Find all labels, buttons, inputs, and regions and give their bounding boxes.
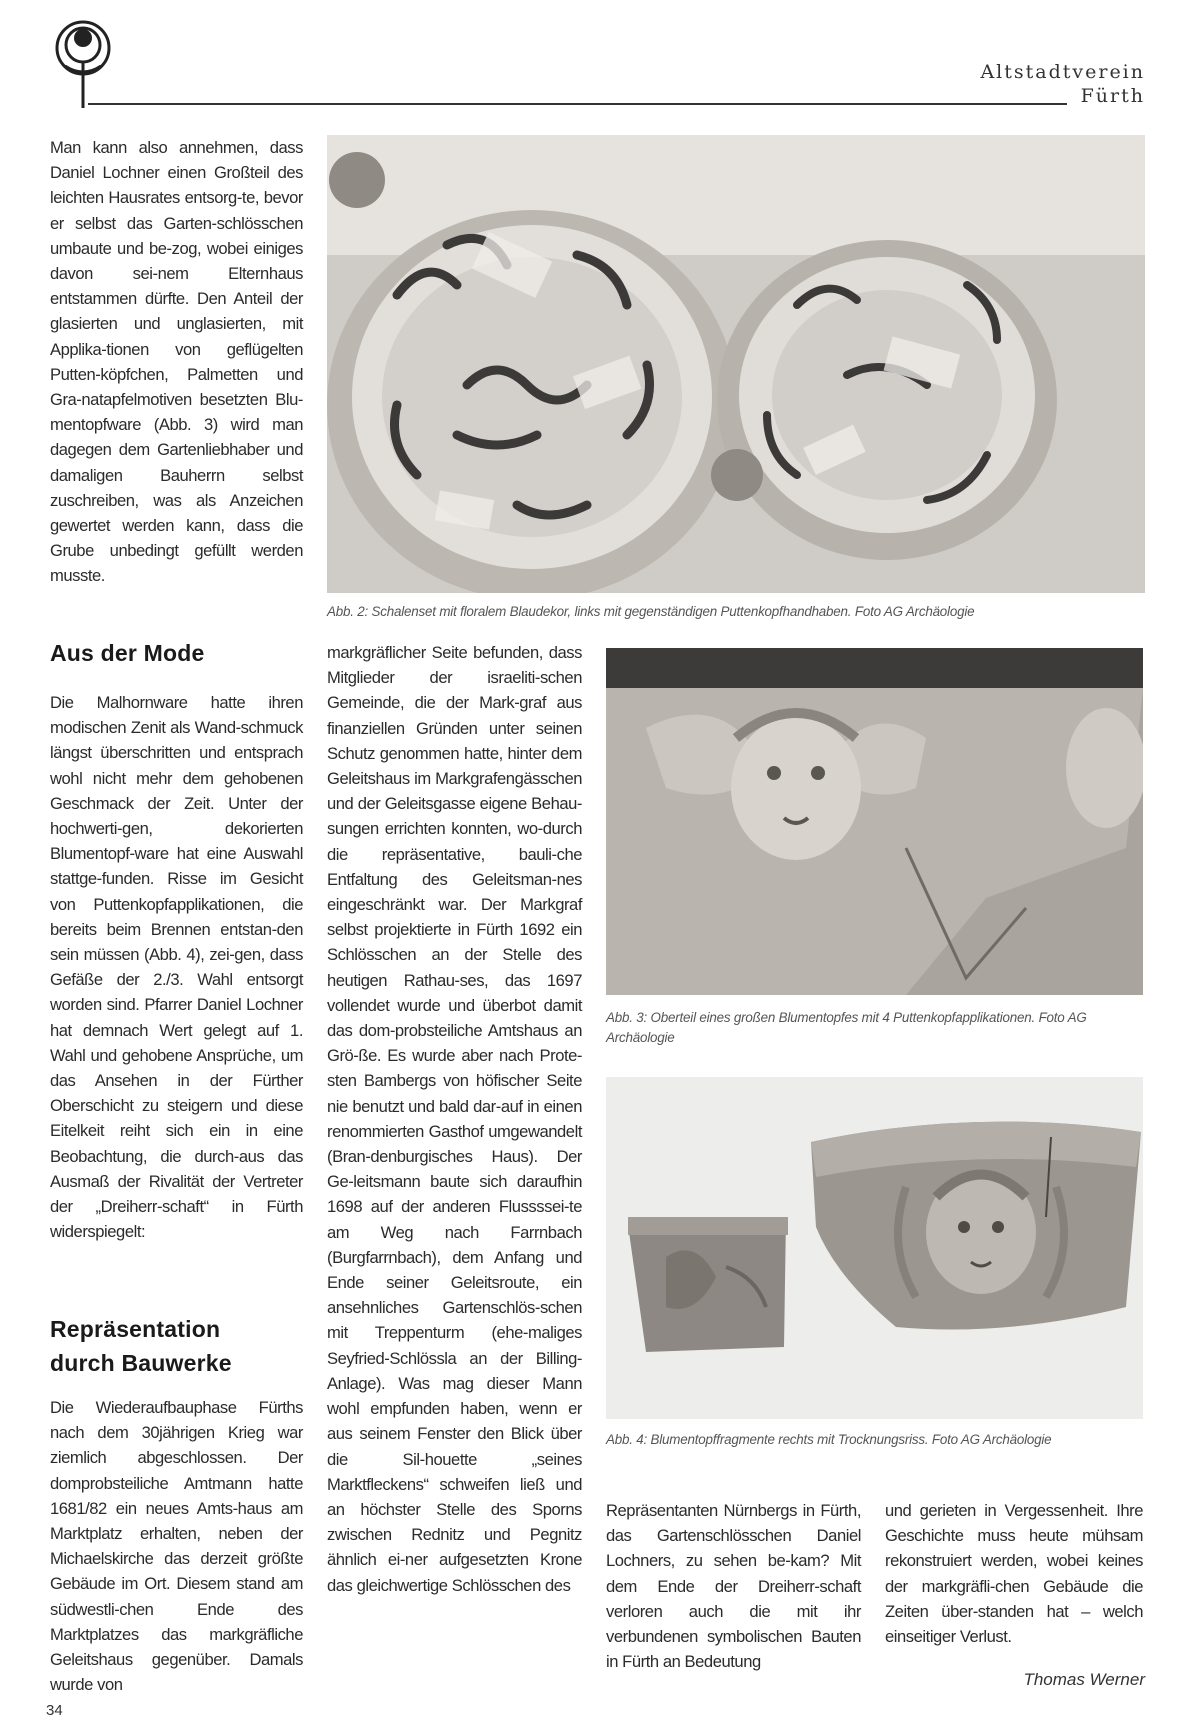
heading-line-2: durch Bauwerke xyxy=(50,1350,232,1376)
section-2-text-col4: und gerieten in Vergessenheit. Ihre Geschichte muss heute mühsam rekonstruiert werden, wobei keines der markgräfli-chen Gebäude die Zeiten über-standen hat – welch einseitiger Verlust. xyxy=(885,1501,1143,1647)
heading-repraesentation xyxy=(50,1312,310,1380)
figure-3-caption: Abb. 3: Oberteil eines großen Blumentopfes mit 4 Puttenkopfapplikationen. Foto AG Archäologie xyxy=(606,1010,1087,1045)
brand-line-1: Altstadtverein xyxy=(980,61,1145,83)
intro-paragraph xyxy=(50,135,303,589)
section-2-text-col2: markgräflicher Seite befunden, dass Mitglieder der israeliti-schen Gemeinde, die der Mark-graf aus finanziellen Gründen unter seinen Schutz genommen hatte, hinter dem Geleitshaus im Markgrafengässchen und der Geleitsgasse eigene Behau-sungen errichten konnten, wo-durch die repräsentative, bauli-che Entfaltung des Geleitsman-nes eingeschränkt war. Der Markgraf selbst projektierte in Fürth 1692 ein Schlösschen an der Stelle des heutigen Rathau-ses, das 1697 vollendet wurde und überbot damit das dom-probsteiliche Amtshaus an Grö-ße. Es wurde aber nach Prote-sten Bambergs von höfischer Seite nie benutzt und bald dar-auf in einen renommierten Gasthof umgewandelt (Bran-denburgisches Haus). Der Ge-leitsmann baute sich daraufhin 1698 auf der anderen Flussssei-te am Weg nach Farrnbach (Burgfarrnbach), dem Anfang und Ende seiner Geleitsroute, ein ansehnliches Gartenschlös-schen mit Treppenturm (ehe-maliges Seyfried-Schlössla an der Billing-Anlage). Was mag dieser Mann wohl empfunden haben, wenn er aus seinem Fenster den Blick über die Sil-houette „seines Marktfleckens“ schweifen ließ und an höchster Stelle des Sporns zwischen Rednitz und Pegnitz ähnlich ei-ner aufgesetzten Krone das gleichwertige Schlösschen des xyxy=(327,643,582,1595)
section-2-text-col3: Repräsentanten Nürnbergs in Fürth, das Gartenschlösschen Daniel Lochners, zu sehen be-kam? Mit dem Ende der Dreiherr-schaft verloren auch die mit ihr verbundenen symbolischen Bauten in Fürth an Bedeutung xyxy=(606,1501,861,1672)
figure-2-bowls-photo xyxy=(327,135,1145,593)
page-number: 34 xyxy=(46,1702,63,1719)
section-2-paragraph-col4 xyxy=(885,1498,1143,1649)
brand-line-2: Fürth xyxy=(1080,85,1145,107)
figure-4-fragments-photo xyxy=(606,1077,1143,1419)
brand-name xyxy=(980,60,1145,108)
section-2-paragraph-col2 xyxy=(327,640,582,1598)
header-rule xyxy=(88,103,1067,105)
section-2-text-col1: Die Wiederaufbauphase Fürths nach dem 30jährigen Krieg war ziemlich abgeschlossen. Der domprobsteiliche Amtmann hatte 1681/82 ein neues Amts-haus am Marktplatz erhalten, neben der Michaelskirche das derzeit größte Gebäude im Ort. Diesem stand am südwestli-chen Ende des Marktplatzes das markgräfliche Geleitshaus gegenüber. Damals wurde von xyxy=(50,1398,303,1695)
heading-line-1: Repräsentation xyxy=(50,1316,221,1342)
figure-2-caption: Abb. 2: Schalenset mit floralem Blaudekor, links mit gegenständigen Puttenkopfhandhaben. Foto AG Archäologie xyxy=(327,604,975,619)
figure-3-flowerpot-photo xyxy=(606,648,1143,995)
figure-4-caption: Abb. 4: Blumentopffragmente rechts mit Trocknungsriss. Foto AG Archäologie xyxy=(606,1432,1052,1447)
intro-text: Man kann also annehmen, dass Daniel Lochner einen Großteil des leichten Hausrates entsorg-te, bevor er selbst das Garten-schlösschen umbaute und be-zog, wobei einiges davon sei-nem Elternhaus entstammen dürfte. Den Anteil der glasierten und unglasierten, mit Applika-tionen von geflügelten Putten-köpfchen, Palmetten und Gra-natapfelmotiven besetzten Blu-mentopfware (Abb. 3) wird man dagegen dem Gartenliebhaber und damaligen Bauherrn selbst zuschreiben, was als Anzeichen gewertet werden kann, dass die Grube unbedingt gefüllt werden musste. xyxy=(50,138,303,586)
heading-aus-der-mode: Aus der Mode xyxy=(50,640,205,666)
section-2-paragraph-col1 xyxy=(50,1395,303,1697)
section-2-paragraph-col3 xyxy=(606,1498,861,1674)
altstadtverein-logo-icon xyxy=(48,18,118,110)
section-1-text: Die Malhornware hatte ihren modischen Zenit als Wand-schmuck längst überschritten und entsprach wohl nicht mehr dem gehobenen Geschmack der Zeit. Unter der hochwerti-gen, dekorierten Blumentopf-ware hat eine Auswahl stattge-funden. Risse im Gesicht von Puttenkopfapplikationen, die bereits beim Brennen entstan-den sein müssen (Abb. 4), zei-gen, dass Gefäße der 2./3. Wahl entsorgt worden sind. Pfarrer Daniel Lochner hat demnach Wert gelegt auf 1. Wahl und gehobene Ansprüche, um das Ansehen in der Fürther Oberschicht zu steigern und diese Eitelkeit reiht sich ein in eine Beobachtung, die durch-aus das Ausmaß der Rivalität der Vertreter der „Dreiherr-schaft“ in Fürth widerspiegelt: xyxy=(50,693,303,1242)
author-name: Thomas Werner xyxy=(1023,1670,1145,1689)
section-1-paragraph xyxy=(50,690,303,1244)
